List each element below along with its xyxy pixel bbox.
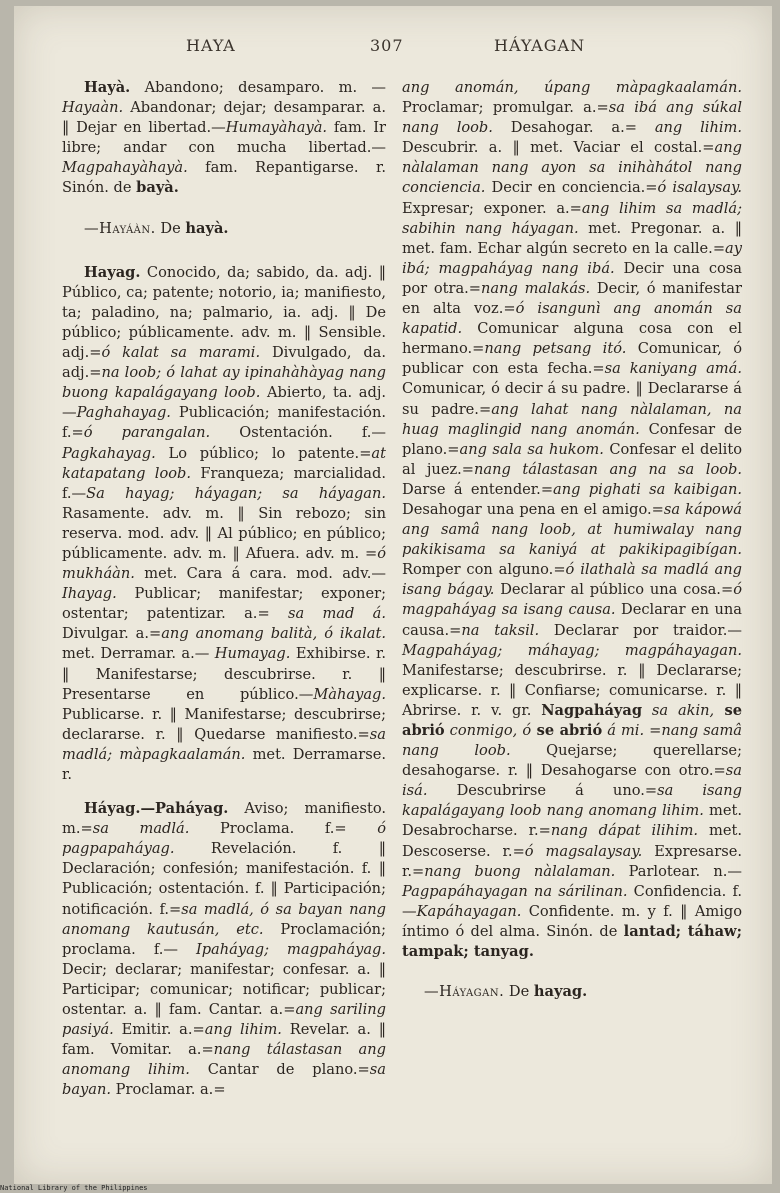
tagalog-form: ó kalat sa marami.	[101, 344, 261, 362]
definition-text: Publicación; manifestación. f.=	[62, 404, 386, 442]
tagalog-form: Màhayag.	[313, 685, 386, 703]
tagalog-form: ó isangunì ang anomán sa kapatid.	[402, 300, 742, 338]
entry-pahayag	[62, 799, 386, 1100]
definition-text: Declarar al público una cosa.=	[494, 581, 734, 599]
definition-text: Lo público; lo patente.=	[155, 444, 372, 462]
entry-hayag	[62, 263, 386, 785]
definition-text: fam. Ir libre; andar con mucha libertad.—	[62, 119, 386, 157]
definition-text: Descubrirse á uno.=	[427, 782, 658, 800]
definition-text: Declarar en una causa.=	[402, 601, 743, 639]
tagalog-form: nang petsang itó.	[484, 340, 627, 358]
definition-text: Decir; declarar; manifestar; confesar. a. ‖ Participar; comunicar; notificar; publicar; ostentar. a. ‖ fam. Cantar. a.=	[62, 960, 386, 1019]
tagalog-form: sa ibá ang súkal nang loob.	[402, 99, 742, 137]
definition-text: Divulgar. a.=	[62, 625, 162, 643]
definition-text: Cantar de plano.=	[189, 1061, 370, 1079]
synonym: bayà.	[136, 179, 179, 197]
definition-text: met. Pregonar. a. ‖ met. fam. Echar algún secreto en la calle.=	[402, 219, 742, 257]
tagalog-form: ó magsalaysay.	[524, 842, 643, 860]
tagalog-form: ang lahat nang nàlalaman, na huag maglingid nang anomán.	[402, 400, 742, 438]
definition-text: Descubrir. a. ‖ met. Vaciar el costal.=	[402, 139, 715, 157]
tagalog-form: sa madlá, ó sa bayan nang anomang kautusán, etc.	[62, 900, 386, 938]
definition-text: Decir en conciencia.=	[485, 179, 658, 197]
definition-text: met. Derramar. a.—	[62, 645, 215, 663]
tagalog-form: Kapáhayagan.	[416, 902, 522, 920]
definition-text: Manifestarse; descubrirse. r. ‖ Declararse; explicarse. r. ‖ Confiarse; comunicarse. r. ‖ Abrirse. r. v. gr.	[402, 661, 742, 719]
definition-text: Comunicar, ó decir á su padre. ‖ Declararse á su padre.=	[402, 380, 742, 418]
tagalog-form: at katapatang loob.	[62, 444, 386, 482]
definition-text: Proclama. f.=	[189, 820, 378, 838]
example-bold: Nagpaháyag	[541, 701, 643, 719]
library-credit: National Library of the Philippines	[0, 1184, 148, 1192]
page-number: 307	[370, 36, 404, 55]
definition-text: Confidencia. f.—	[402, 882, 742, 920]
definition-text: Romper con alguno.=	[402, 561, 566, 579]
tagalog-form: sa akin,	[642, 701, 715, 719]
headword: Hayag.	[84, 263, 141, 281]
definition-text: Abandonar; dejar; desamparar. a. ‖ Dejar en libertad.—	[62, 99, 386, 137]
tagalog-form: nang malakás.	[481, 279, 591, 297]
example-bold: se abrió	[402, 701, 742, 739]
tagalog-form: nang dápat ilihim.	[550, 822, 699, 840]
tagalog-form: Ihayag.	[62, 585, 117, 603]
tagalog-form: sa mad á.	[287, 605, 386, 623]
definition-text: Parlotear. n.—	[615, 862, 742, 880]
tagalog-form: ó mukháàn.	[62, 544, 386, 583]
entry-pahayag-continued	[402, 78, 742, 962]
definition-text: Exhibirse. r. ‖ Manifestarse; descubrirse. r. ‖ Presentarse en público.—	[62, 645, 386, 703]
tagalog-form: ó magpaháyag sa isang causa.	[402, 581, 742, 619]
definition-text: met. Derramarse. r.	[62, 745, 386, 783]
tagalog-form: ó ilathalà sa madlá ang isang bágay.	[402, 561, 743, 599]
definition-text: met. Descoserse. r.=	[402, 822, 743, 860]
xref-hayaan	[62, 219, 386, 239]
definition-text: Desahogar. a.=	[492, 119, 655, 137]
tagalog-form: ó pagpapaháyag.	[62, 820, 387, 858]
definition-text: Publicar; manifestar; exponer; ostentar; patentizar. a.=	[62, 585, 386, 623]
tagalog-form: nang tálastasan ang anomang lihim.	[62, 1041, 386, 1079]
tagalog-form: Ipaháyag; magpaháyag.	[195, 940, 386, 958]
definition-text: Decir, ó manifestar en alta voz.=	[402, 279, 742, 318]
running-head-left: HAYA	[186, 36, 236, 55]
tagalog-form: ó parangalan.	[83, 424, 211, 442]
tagalog-form: sa isang kapalágayang loob nang anomang lihim.	[402, 782, 742, 820]
tagalog-form: sa isá.	[402, 762, 742, 800]
tagalog-form: Pagkahayag.	[62, 444, 156, 462]
definition-text: =	[644, 722, 662, 739]
definition-text: Comunicar alguna cosa con el hermano.=	[402, 320, 742, 358]
synonym: lantad; táhaw; tampak; tanyag.	[402, 922, 742, 961]
xref-hayagan	[402, 982, 742, 1002]
definition-text: Rasamente. adv. m. ‖ Sin rebozo; sin reserva. mod. adv. ‖ Al público; en público; públicamente. adv. m. ‖ Afuera. adv. m. =	[62, 504, 386, 562]
definition-text: Proclamación; proclama. f.—	[62, 920, 386, 958]
definition-text: Confesar el delito al juez.=	[402, 440, 742, 478]
tagalog-form: ay ibá; magpaháyag nang ibá.	[402, 239, 742, 277]
definition-text: Ostentación. f.—	[210, 424, 386, 442]
right-column	[402, 78, 742, 1026]
definition-text: Revelación. f. ‖ Declaración; confesión; manifestación. f. ‖ Publicación; ostentación. f. ‖ Participación; notificación. f.=	[62, 840, 386, 918]
definition-text: Expresar; exponer. a.=	[402, 199, 582, 217]
definition-text: met. Desabrocharse. r.=	[402, 802, 742, 840]
definition-text: Emitir. a.=	[113, 1021, 205, 1039]
definition-text: Franqueza; marcialidad. f.—	[62, 464, 386, 502]
tagalog-form: Sa hayag; háyagan; sa háyagan.	[86, 484, 386, 502]
tagalog-form: Hayaàn.	[62, 99, 124, 117]
definition-text: Divulgado, da. adj.=	[62, 344, 387, 382]
tagalog-form: Magpaháyag; máhayag; magpáhayagan.	[402, 641, 742, 659]
tagalog-form: Pagpapáhayagan na sárilinan.	[402, 882, 628, 900]
tagalog-form: ang lihim.	[204, 1021, 282, 1039]
tagalog-form: ang sala sa hukom.	[459, 440, 604, 458]
definition-text: Quejarse; querellarse; desahogarse. r. ‖ Desahogarse con otro.=	[402, 742, 742, 780]
definition-text: Proclamar. a.=	[111, 1081, 226, 1099]
tagalog-form: ang lihim.	[654, 119, 742, 137]
tagalog-form: na loob; ó lahat ay ipinahàhàyag nang buong kapalágayang loob.	[62, 364, 386, 402]
tagalog-form: ó isalaysay.	[657, 179, 743, 197]
tagalog-form: conmigo, ó	[444, 722, 532, 739]
definition-text: Publicarse. r. ‖ Manifestarse; descubrirse; declararse. r. ‖ Quedarse manifiesto.=	[62, 705, 386, 743]
tagalog-form: ang nàlalaman nang ayon sa inihàhátol nang conciencia.	[402, 139, 742, 197]
definition-text: met. Cara á cara. mod. adv.—	[134, 565, 386, 583]
tagalog-form: ang anomán, úpang màpagkaalamán.	[402, 79, 742, 96]
tagalog-form: nang tálastasan ang na sa loob.	[474, 460, 742, 478]
definition-text: Revelar. a. ‖ fam. Vomitar. a.=	[62, 1021, 386, 1059]
definition-text: Declarar por traidor.—	[539, 621, 742, 639]
tagalog-form: nang buong nàlalaman.	[424, 862, 616, 880]
tagalog-form: Paghahayag.	[76, 404, 171, 422]
definition-text: fam. Repantigarse. r. Sinón. de	[62, 159, 386, 197]
tagalog-form: sa madlá; màpagkaalamán.	[62, 725, 386, 763]
headword: Háyag.—Paháyag.	[84, 800, 229, 818]
tagalog-form: sa kápowá ang samâ nang loob, at humiwalay nang pakikisama sa kaniyá at pakikipagibígan.	[402, 500, 742, 559]
example-bold: se abrió	[531, 722, 603, 739]
tagalog-form: Humayàhayà.	[225, 119, 328, 137]
definition-text: Abandono; desamparo. m. —	[130, 79, 386, 96]
tagalog-form: sa kaniyang amá.	[604, 360, 742, 378]
tagalog-form: na taksil.	[461, 621, 540, 639]
definition-text: Conocido, da; sabido, da. adj. ‖ Público, ca; patente; notorio, ia; manifiesto, ta; paladino, na; palmario, ia. adj. ‖ De público; públicamente. adv. m. ‖ Sensible. adj.=	[62, 263, 386, 362]
definition-text: Expresarse. r.=	[402, 842, 742, 880]
definition-text: Abierto, ta. adj.—	[62, 384, 386, 422]
tagalog-form: ang lihim sa madlá; sabihin nang háyagan.	[402, 199, 742, 237]
xref-text: De	[504, 983, 534, 1001]
definition-text: Aviso; manifiesto. m.=	[62, 800, 386, 838]
xref-form: —Háyagan.	[424, 983, 505, 1001]
definition-text: Proclamar; promulgar. a.=	[402, 99, 609, 117]
xref-text: De	[155, 219, 186, 237]
tagalog-form: ang anomang balità, ó ikalat.	[161, 625, 386, 643]
tagalog-form: á mi.	[602, 722, 645, 739]
xref-target: hayag.	[533, 983, 588, 1001]
left-column	[62, 78, 386, 1115]
headword: Hayà.	[84, 79, 131, 96]
definition-text: Confesar de plano.=	[402, 420, 743, 458]
tagalog-form: sa madlá.	[92, 820, 190, 838]
tagalog-form: Humayag.	[214, 645, 291, 663]
tagalog-form: nang samâ nang loob.	[402, 722, 742, 760]
definition-text: Darse á entender.=	[402, 480, 554, 498]
definition-text: Confidente. m. y f. ‖ Amigo íntimo ó del alma. Sinón. de	[402, 902, 742, 940]
tagalog-form: ang pighati sa kaibigan.	[553, 480, 742, 498]
definition-text: Decir una cosa por otra.=	[402, 259, 742, 297]
tagalog-form: ang sariling pasiyá.	[62, 1001, 386, 1039]
xref-form: —Hayáàn.	[84, 219, 156, 237]
xref-target: hayà.	[185, 219, 229, 237]
tagalog-form: sa bayan.	[62, 1061, 386, 1099]
book-page	[14, 6, 772, 1184]
definition-text: Desahogar una pena en el amigo.=	[402, 500, 664, 518]
entry-haya	[62, 78, 386, 199]
definition-text: Comunicar, ó publicar con esta fecha.=	[402, 340, 742, 378]
tagalog-form: Magpahayàhayà.	[62, 159, 188, 177]
running-head-right: HÁYAGAN	[494, 36, 586, 55]
